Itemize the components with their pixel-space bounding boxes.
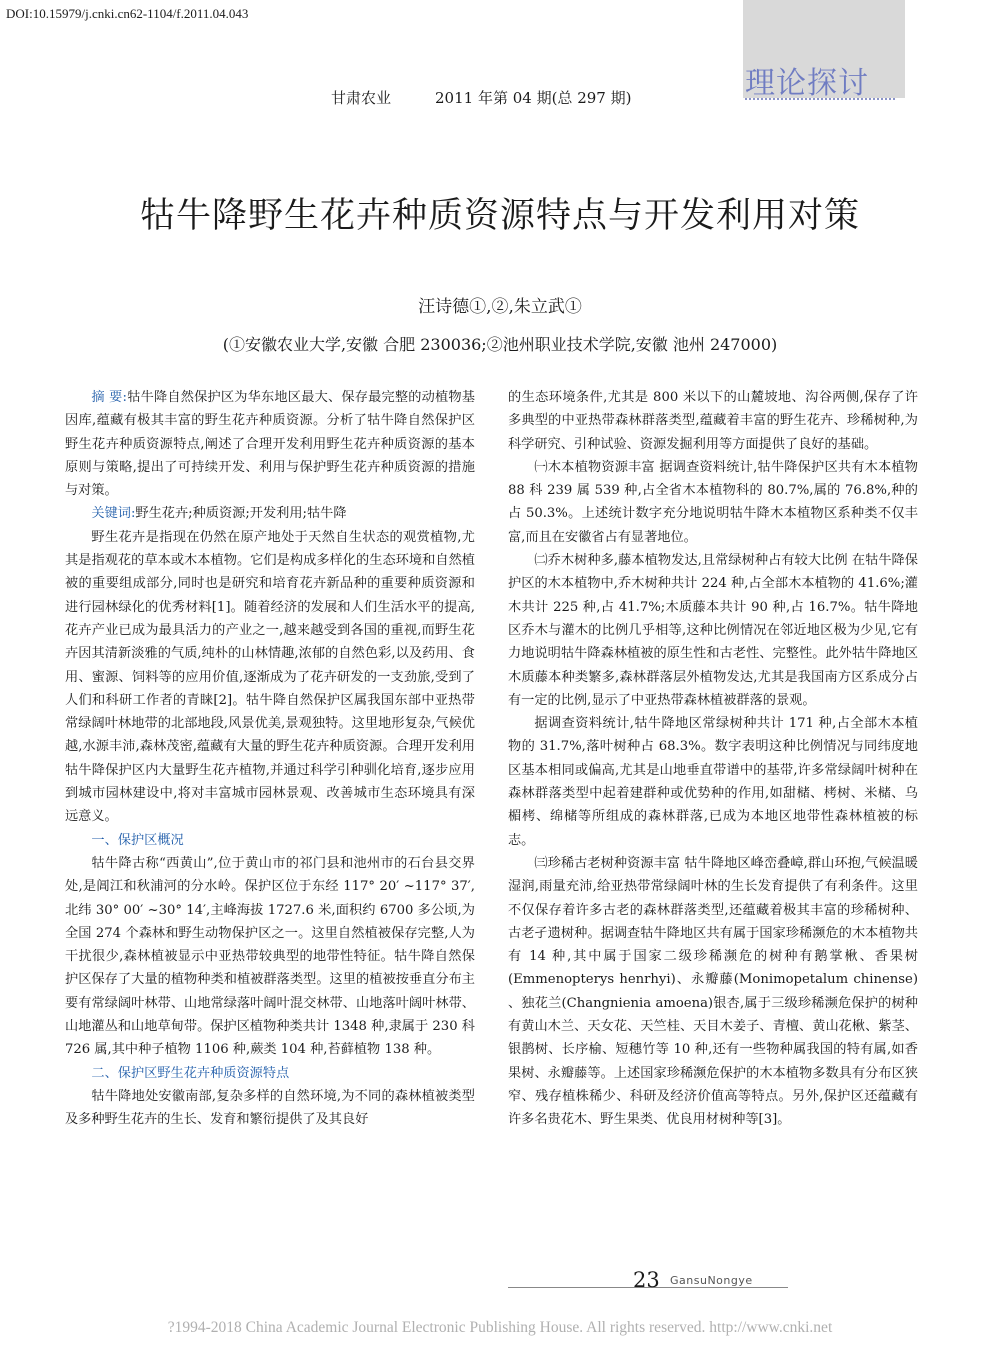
abstract bbox=[65, 386, 475, 502]
copyright-watermark: ?1994-2018 China Academic Journal Electronic Publishing House. All rights reserved. http://www.cnki.net bbox=[167, 1319, 833, 1336]
section-heading-1: 一、保护区概况 bbox=[91, 832, 184, 848]
journal-english-name: GansuNongye bbox=[670, 1274, 753, 1287]
abstract-label: 摘 要: bbox=[91, 390, 127, 405]
section-tag-dotted-rule bbox=[745, 98, 895, 100]
left-column bbox=[65, 386, 475, 1132]
doi: DOI:10.15979/j.cnki.cn62-1104/f.2011.04.043 bbox=[6, 6, 249, 21]
paragraph-features-start: 牯牛降地处安徽南部,复杂多样的自然环境,为不同的森林植被类型及多种野生花卉的生长、发育和繁衍提供了及其良好 bbox=[65, 1088, 475, 1128]
paragraph-overview: 牯牛降古称“西黄山”,位于黄山市的祁门县和池州市的石台县交界处,是阊江和秋浦河的分水岭。保护区位于东经 117° 20′ ~117° 37′,北纬 30° 00′ ~30° 14′,主峰海拔 1727.6 米,面积约 6700 多公顷,为全国 274 个森林和野生动物保护区之一。这里自然植被保存完整,人为干扰很少,森林植被显示中亚热带较典型的地带性特征。牯牛降自然保护区保存了大量的植物种类和植被群落类型。这里的植被按垂直分布主要有常绿阔叶林带、山地常绿落叶阔叶混交林带、山地落叶阔叶林带、山地灌丛和山地草甸带。保护区植物种类共计 1348 种,隶属于 230 科 726 属,其中种子植物 1106 种,蕨类 104 种,苔藓植物 138 种。 bbox=[65, 855, 475, 1058]
paragraph-rare-species: ㈢珍稀古老树种资源丰富 牯牛降地区峰峦叠嶂,群山环抱,气候温暖湿润,雨量充沛,给亚热带常绿阔叶林的生长发育提供了有利条件。这里不仅保存着许多古老的森林群落类型,还蕴藏着极其丰富的珍稀树种、古老孑遗树种。据调查牯牛降地区共有属于国家珍稀濒危的木本植物共有 14 种,其中属于国家二级珍稀濒危的树种有鹅掌楸、香果树(Emmenopterys henrhyi)、永瓣藤(Monimopetalum chinense) 、独花兰(Changnienia amoena)银杏,属于三级珍稀濒危保护的树种有黄山木兰、天女花、天竺桂、天目木姜子、青檀、黄山花楸、紫茎、银鹊树、长序榆、短穗竹等 10 种,还有一些物种属我国的特有属,如香果树、永瓣藤等。上述国家珍稀濒危保护的木本植物多数具有分布区狭窄、残存植株稀少、科研及经济价值高等特点。另外,保护区还蕴藏有许多名贵花木、野生果类、优良用材树种等[3]。 bbox=[508, 855, 918, 1128]
authors: 汪诗德①,②,朱立武① bbox=[418, 297, 582, 317]
paragraph-evergreen: 据调查资料统计,牯牛降地区常绿树种共计 171 种,占全部木本植物的 31.7%,落叶树种占 68.3%。数字表明这种比例情况与同纬度地区基本相同或偏高,尤其是山地垂直带谱中的基带,许多常绿阔叶树种在森林群落类型中起着建群种或优势种的作用,如甜槠、栲树、米槠、乌楣栲、绵槠等所组成的森林群落,已成为本地区地带性森林植被的标志。 bbox=[508, 716, 918, 848]
article-title: 牯牛降野生花卉种质资源特点与开发利用对策 bbox=[139, 196, 860, 236]
keywords bbox=[65, 502, 475, 525]
intro-paragraph: 野生花卉是指现在仍然在原产地处于天然自生状态的观赏植物,尤其是指观花的草本或木本植物。它们是构成多样化的生态环境和自然植被的重要组成部分,同时也是研究和培育花卉新品种的重要种质资源和进行园林绿化的优秀材料[1]。随着经济的发展和人们生活水平的提高,花卉产业已成为最具活力的产业之一,越来越受到各国的重视,而野生花卉因其清新淡雅的气质,纯朴的山林情趣,浓郁的自然色彩,以及药用、食用、蜜源、饲料等的应用价值,逐渐成为了花卉研发的一支劲旅,受到了人们和科研工作者的青睐[2]。牯牛降自然保护区属我国东部中亚热带常绿阔叶林地带的北部地段,风景优美,景观独特。这里地形复杂,气候优越,水源丰沛,森林茂密,蕴藏有大量的野生花卉种质资源。合理开发利用牯牛降保护区内大量野生花卉植物,并通过科学引种驯化培育,逐步应用到城市园林建设中,将对丰富城市园林景观、改善城市生态环境具有深远意义。 bbox=[65, 529, 475, 825]
right-column bbox=[508, 386, 918, 1132]
paragraph-woody-plants: ㈠木本植物资源丰富 据调查资料统计,牯牛降保护区共有木本植物 88 科 239 属 539 种,占全省木本植物科的 80.7%,属的 76.8%,种的占 50.3%。上述统计数字充分地说明牯牛降木本植物区系种类不仅丰富,而且在安徽省占有显著地位。 bbox=[508, 459, 918, 545]
affiliation: (①安徽农业大学,安徽 合肥 230036;②池州职业技术学院,安徽 池州 247000) bbox=[222, 335, 778, 354]
journal-issue: 2011 年第 04 期(总 297 期) bbox=[435, 89, 632, 107]
paragraph-tree-species: ㈡乔木树种多,藤本植物发达,且常绿树种占有较大比例 在牯牛降保护区的木本植物中,乔木树种共计 224 种,占全部木本植物的 41.6%;灌木共计 225 种,占 41.7%;木质藤本共计 90 种,占 16.7%。牯牛降地区乔木与灌木的比例几乎相等,这种比例情况在邻近地区极为少见,它有力地说明牯牛降森林植被的原生性和古老性、完整性。此外牯牛降地区木质藤本种类繁多,森林群落层外植物发达,尤其是我国南方区系成分占有一定的比例,显示了中亚热带森林植被群落的景观。 bbox=[508, 553, 918, 708]
journal-header bbox=[331, 87, 631, 108]
section-tag: 理论探讨 bbox=[745, 66, 869, 101]
page-number: 23 bbox=[633, 1268, 660, 1292]
journal-name: 甘肃农业 bbox=[331, 89, 392, 107]
paragraph-continued: 的生态环境条件,尤其是 800 米以下的山麓坡地、沟谷两侧,保存了许多典型的中亚热带森林群落类型,蕴藏着丰富的野生花卉、珍稀树种,为科学研究、引种试验、资源发掘利用等方面提供了良好的基础。 bbox=[508, 390, 918, 452]
keywords-text: 野生花卉;种质资源;开发利用;牯牛降 bbox=[135, 506, 347, 522]
abstract-text: 牯牛降自然保护区为华东地区最大、保存最完整的动植物基因库,蕴藏有极其丰富的野生花卉种质资源。分析了牯牛降自然保护区野生花卉种质资源特点,阐述了合理开发利用野生花卉种质资源的基本原则与策略,提出了可持续开发、利用与保护野生花卉种质资源的措施与对策。 bbox=[65, 390, 475, 499]
keywords-label: 关键词: bbox=[91, 506, 136, 522]
section-heading-2: 二、保护区野生花卉种质资源特点 bbox=[91, 1065, 290, 1081]
